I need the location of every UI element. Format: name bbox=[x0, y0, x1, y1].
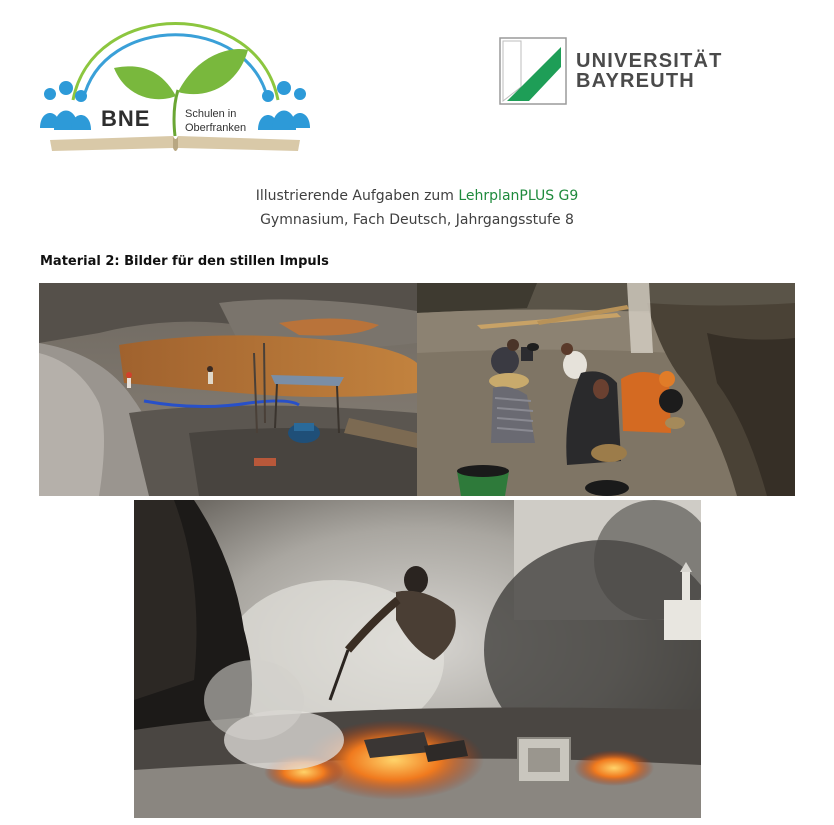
document-heading bbox=[0, 184, 834, 232]
photo-mineral-panning bbox=[417, 283, 795, 496]
photo-mining-site bbox=[39, 283, 417, 496]
material-title: Material 2: Bilder für den stillen Impuls bbox=[40, 254, 329, 269]
bne-logo-title: BNE bbox=[101, 106, 151, 131]
university-emblem-icon bbox=[499, 37, 567, 105]
university-name-line1: UNIVERSITÄT bbox=[576, 50, 723, 72]
heading-line-2: Gymnasium, Fach Deutsch, Jahrgangsstufe 8 bbox=[260, 212, 574, 228]
heading-line-1 bbox=[0, 184, 834, 208]
heading-curriculum: LehrplanPLUS G9 bbox=[458, 188, 579, 204]
bne-logo-subtitle: Schulen in Oberfranken bbox=[185, 108, 247, 134]
heading-prefix: Illustrierende Aufgaben zum bbox=[255, 188, 459, 204]
university-logo bbox=[499, 37, 729, 107]
university-name-line2: BAYREUTH bbox=[576, 70, 695, 92]
bne-logo bbox=[38, 8, 313, 158]
photo-ewaste-burning bbox=[134, 500, 701, 818]
bne-emblem-icon bbox=[38, 8, 313, 158]
university-name bbox=[576, 51, 723, 91]
